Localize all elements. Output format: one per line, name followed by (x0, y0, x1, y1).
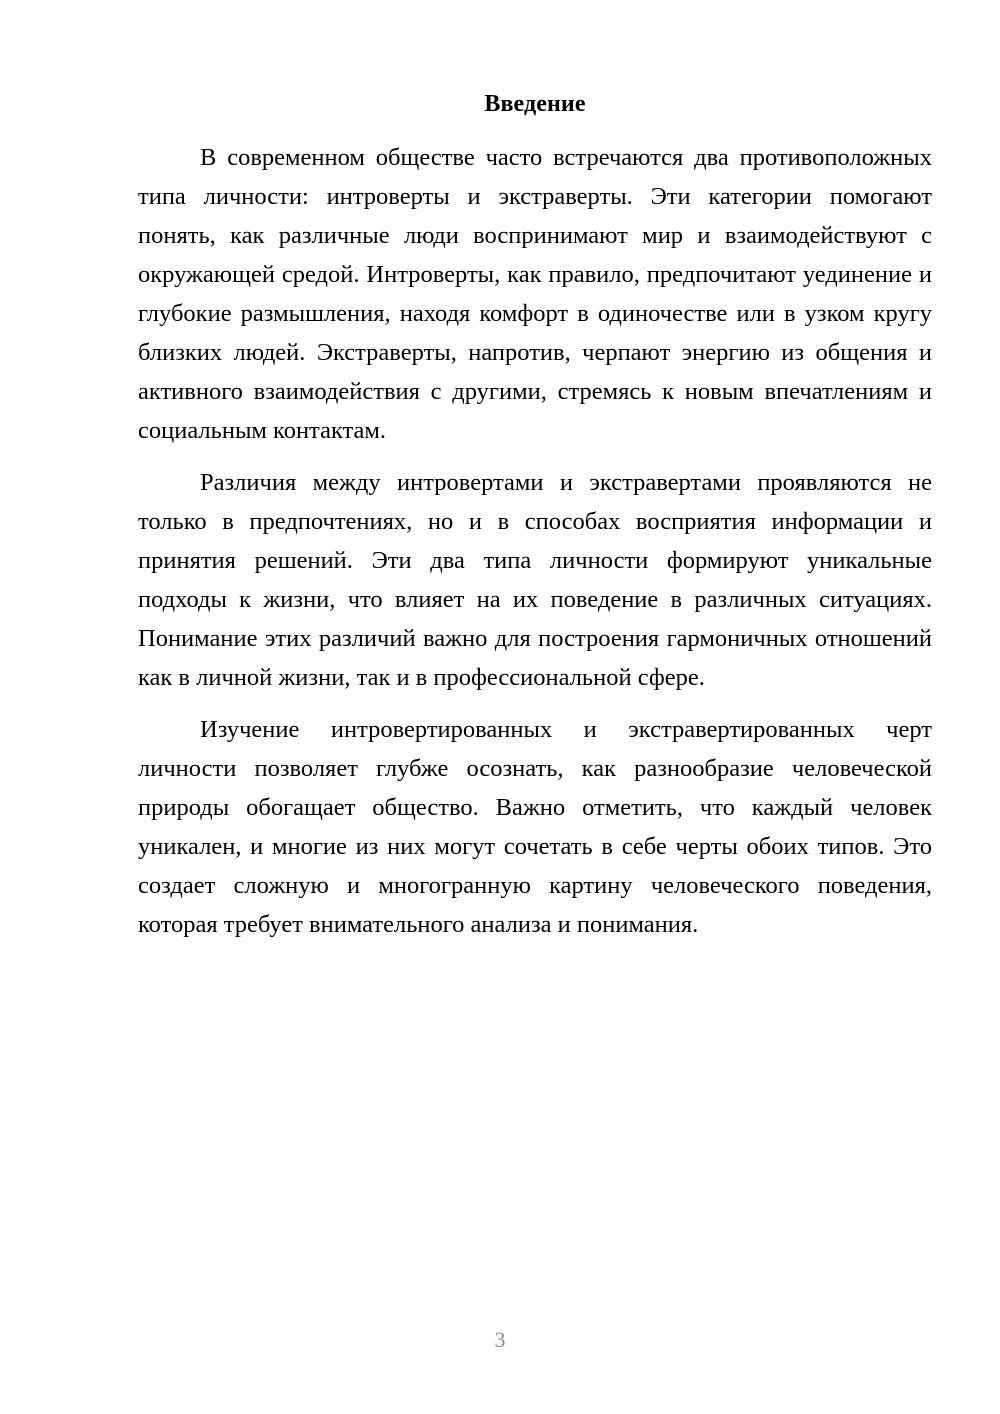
body-paragraph-2: Различия между интровертами и экстравертами проявляются не только в предпочтениях, но и в способах восприятия информации и принятия решений. Эти два типа личности формируют уникальные подходы к жизни, что влияет на их поведение в различных ситуациях. Понимание этих различий важно для построения гармоничных отношений как в личной жизни, так и в профессиональной сфере. (138, 469, 932, 691)
document-body (138, 88, 932, 944)
page-number: 3 (494, 1327, 506, 1352)
body-paragraph-3: Изучение интровертированных и экстравертированных черт личности позволяет глубже осознать, как разнообразие человеческой природы обогащает общество. Важно отметить, что каждый человек уникален, и многие из них могут сочетать в себе черты обоих типов. Это создает сложную и многогранную картину человеческого поведения, которая требует внимательного анализа и понимания. (138, 716, 932, 938)
page-title: Введение (484, 91, 586, 117)
body-paragraph-1: В современном обществе часто встречаются два противоположных типа личности: интроверты и экстраверты. Эти категории помогают понять, как различные люди воспринимают мир и взаимодействуют с окружающей средой. Интроверты, как правило, предпочитают уединение и глубокие размышления, находя комфорт в одиночестве или в узком кругу близких людей. Экстраверты, напротив, черпают энергию из общения и активного взаимодействия с другими, стремясь к новым впечатлениям и социальным контактам. (138, 144, 932, 444)
